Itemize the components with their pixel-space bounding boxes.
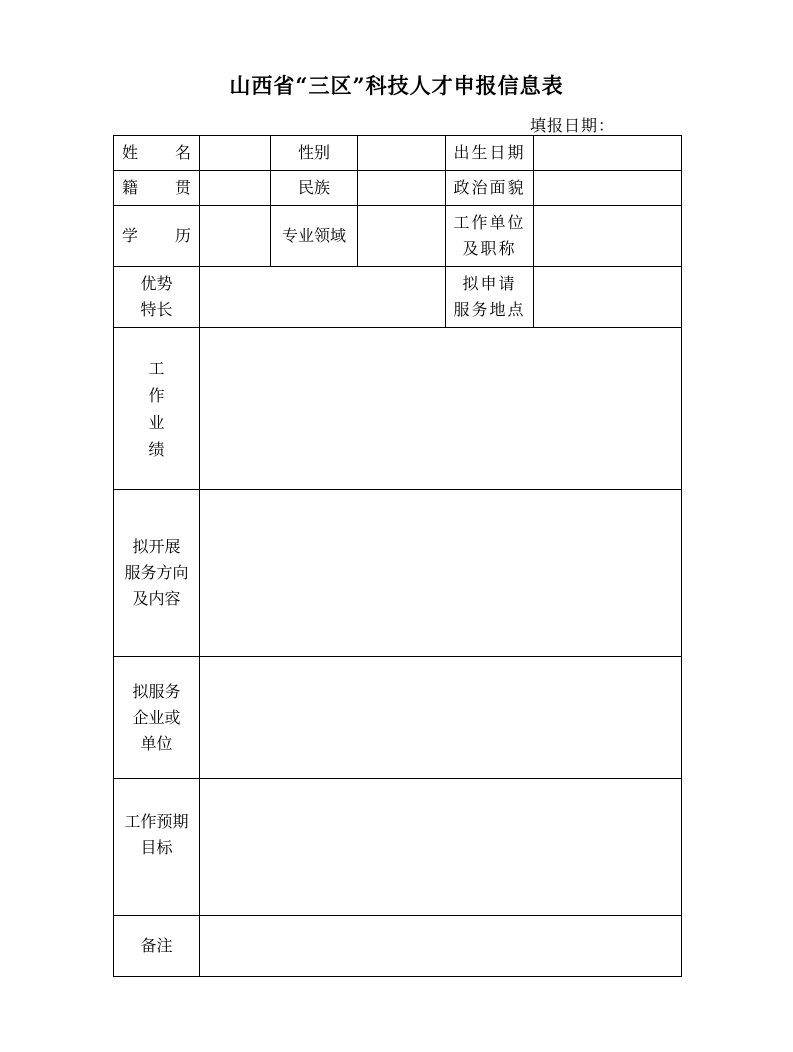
ethnicity-label: 民族	[297, 178, 330, 197]
document-title: 山西省“三区”科技人才申报信息表	[229, 73, 564, 98]
remarks-input-cell[interactable]	[200, 916, 682, 977]
form-row-plan	[114, 490, 682, 657]
location-label-line1: 拟申请	[462, 274, 517, 293]
name-label: 姓 名	[122, 143, 191, 162]
form-row-enterprise	[114, 657, 682, 779]
employer-label-cell	[446, 206, 534, 267]
name-label-cell	[114, 136, 200, 171]
achievements-label-cell	[114, 328, 200, 490]
political-input-cell[interactable]	[534, 171, 682, 206]
birth-label-cell	[446, 136, 534, 171]
goal-label-cell	[114, 779, 200, 916]
birth-input-cell[interactable]	[534, 136, 682, 171]
enterprise-input-cell[interactable]	[200, 657, 682, 779]
achievements-label: 工作业绩	[148, 358, 165, 459]
gender-label: 性别	[297, 143, 330, 162]
form-row-goal	[114, 779, 682, 916]
native-input-cell[interactable]	[200, 171, 271, 206]
plan-label-line1: 拟开展	[132, 537, 181, 556]
location-label-cell	[446, 267, 534, 328]
gender-label-cell	[271, 136, 358, 171]
form-row-education	[114, 206, 682, 267]
form-row-strength	[114, 267, 682, 328]
field-label-cell	[271, 206, 358, 267]
strength-input-cell[interactable]	[200, 267, 446, 328]
goal-label-line1: 工作预期	[124, 812, 189, 831]
form-row-native	[114, 171, 682, 206]
education-label-cell	[114, 206, 200, 267]
strength-label-cell	[114, 267, 200, 328]
native-label-cell	[114, 171, 200, 206]
location-input-cell[interactable]	[534, 267, 682, 328]
plan-label-line3: 及内容	[132, 589, 181, 608]
field-input-cell[interactable]	[358, 206, 446, 267]
enterprise-label-line3: 单位	[140, 733, 173, 753]
political-label: 政治面貌	[453, 178, 526, 197]
plan-label-cell	[114, 490, 200, 657]
remarks-label-cell	[114, 916, 200, 977]
political-label-cell	[446, 171, 534, 206]
enterprise-label-line2: 企业或	[132, 707, 181, 727]
field-label: 专业领域	[281, 226, 346, 245]
goal-label-line2: 目标	[140, 838, 173, 857]
employer-label-line1: 工作单位	[453, 213, 526, 232]
location-label-line2: 服务地点	[453, 300, 526, 319]
education-label: 学 历	[122, 226, 191, 245]
application-form-table	[113, 135, 682, 977]
name-input-cell[interactable]	[200, 136, 271, 171]
goal-input-cell[interactable]	[200, 779, 682, 916]
gender-input-cell[interactable]	[358, 136, 446, 171]
form-row-name	[114, 136, 682, 171]
form-row-achievements	[114, 328, 682, 490]
strength-label-line1: 优势	[140, 274, 173, 293]
form-row-remarks	[114, 916, 682, 977]
birth-label: 出生日期	[453, 143, 526, 162]
enterprise-label-cell	[114, 657, 200, 779]
achievements-input-cell[interactable]	[200, 328, 682, 490]
fill-date-label: 填报日期：	[530, 116, 616, 135]
plan-input-cell[interactable]	[200, 490, 682, 657]
remarks-label: 备注	[140, 936, 173, 955]
plan-label-line2: 服务方向	[124, 563, 189, 582]
employer-input-cell[interactable]	[534, 206, 682, 267]
education-input-cell[interactable]	[200, 206, 271, 267]
native-label: 籍 贯	[122, 178, 191, 197]
enterprise-label-line1: 拟服务	[132, 681, 181, 701]
ethnicity-input-cell[interactable]	[358, 171, 446, 206]
employer-label-line2: 及职称	[462, 239, 517, 258]
strength-label-line2: 特长	[140, 300, 173, 319]
ethnicity-label-cell	[271, 171, 358, 206]
